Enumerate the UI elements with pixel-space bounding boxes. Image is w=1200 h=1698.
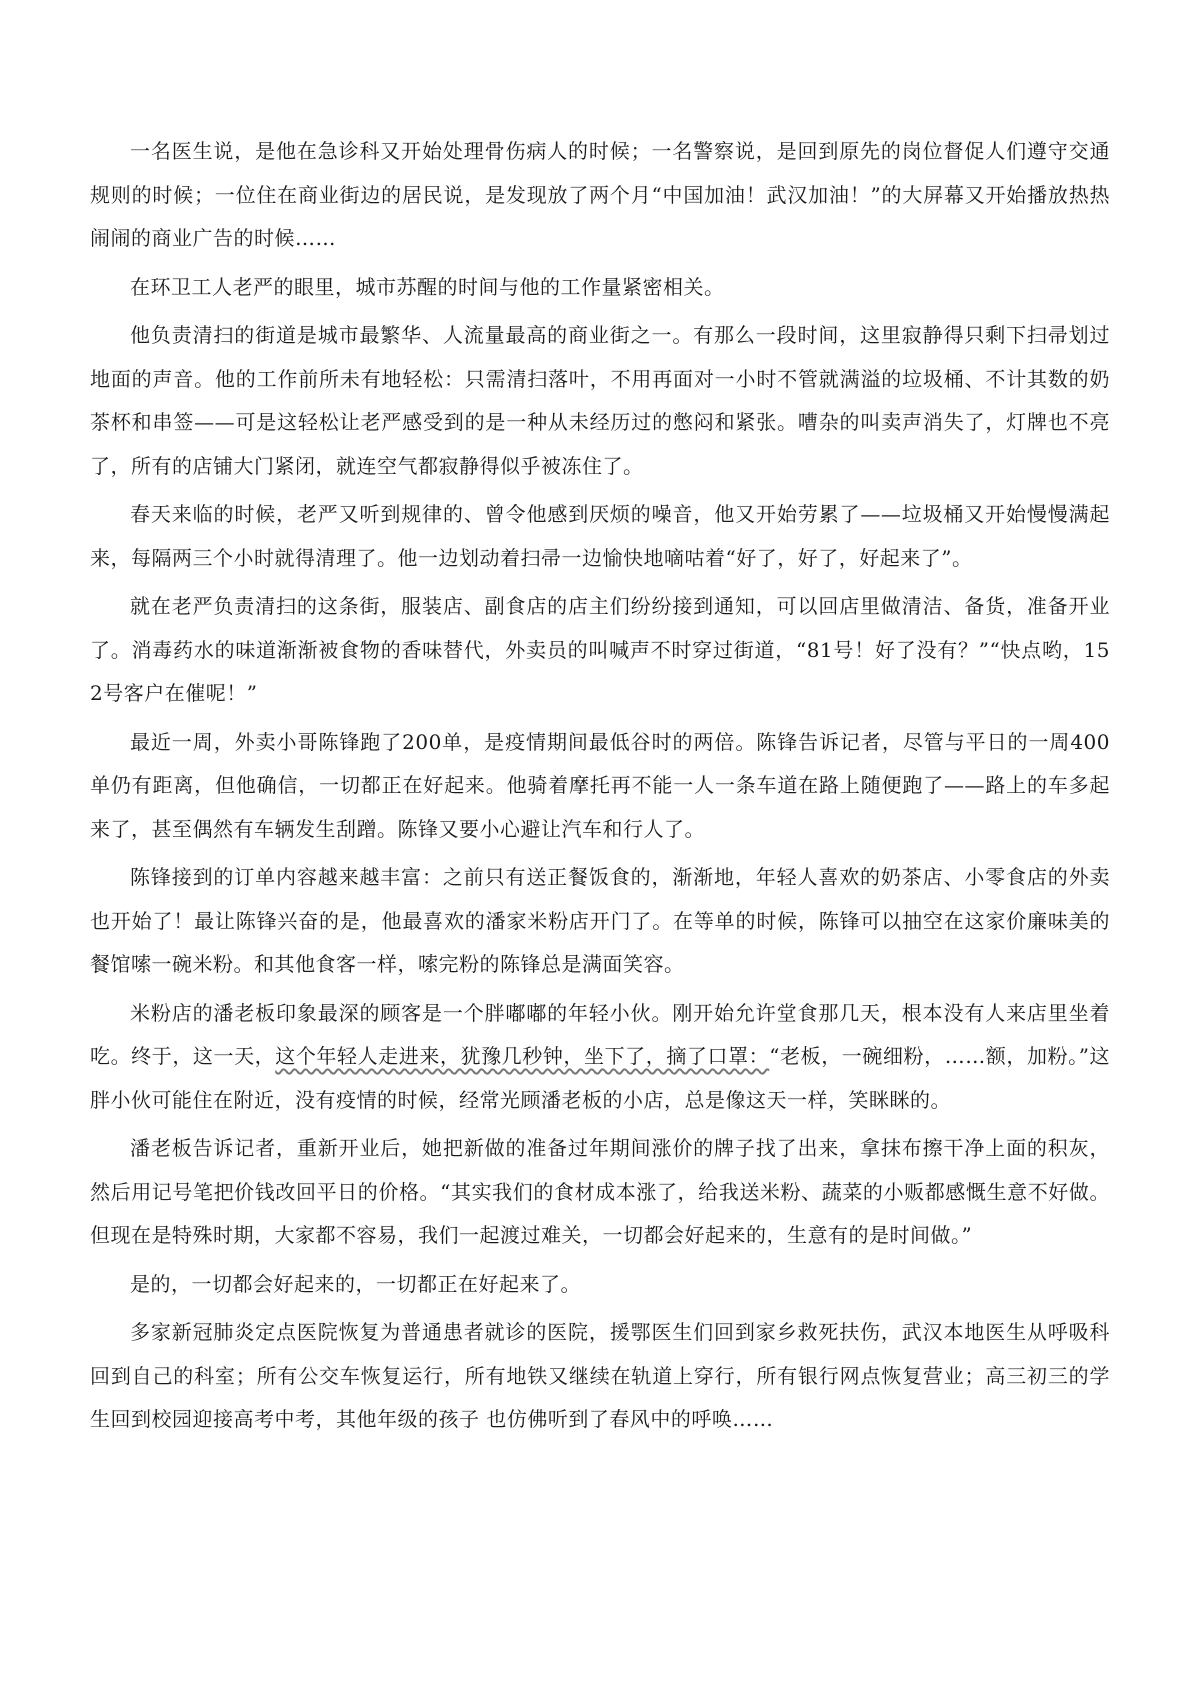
paragraph-everything-better: 是的，一切都会好起来的，一切都正在好起来了。 [130, 1271, 581, 1296]
wavy-underlined-phrase: 这个年轻人走进来，犹豫几秒钟，坐下了，摘了口罩： [275, 1044, 770, 1068]
mifen-text-after: “老板，一碗细粉，……额，加粉。”这胖小伙可能住在附近，没有疫情的时候，经常光顾潘老板的小店，总是像这天一样，笑眯眯的。 [90, 1044, 1111, 1112]
paragraph-city-recovery: 多家新冠肺炎定点医院恢复为普通患者就诊的医院，援鄂医生们回到家乡救死扶伤，武汉本地医生从呼吸科回到自己的科室；所有公交车恢复运行，所有地铁又继续在轨道上穿行，所有银行网点恢复营业；高三初三的学生回到校园迎接高考中考，其他年级的孩子 也仿佛听到了春风中的呼唤…… [90, 1320, 1110, 1431]
paragraph-orders-richer: 陈锋接到的订单内容越来越丰富：之前只有送正餐饭食的，渐渐地，年轻人喜欢的奶茶店、小零食店的外卖也开始了！最让陈锋兴奋的是，他最喜欢的潘家米粉店开门了。在等单的时候，陈锋可以抽空在这家价廉味美的餐馆嗦一碗米粉。和其他食客一样，嗦完粉的陈锋总是满面笑容。 [90, 865, 1110, 976]
paragraph-shops-reopen: 就在老严负责清扫的这条街，服装店、副食店的店主们纷纷接到通知，可以回店里做清洁、备货，准备开业了。消毒药水的味道渐渐被食物的香味替代，外卖员的叫喊声不时穿过街道，“81号！好了没有？”“快点哟，152号客户在催呢！” [90, 594, 1110, 705]
paragraph-quiet-street: 他负责清扫的街道是城市最繁华、人流量最高的商业街之一。有那么一段时间，这里寂静得只剩下扫帚划过地面的声音。他的工作前所未有地轻松：只需清扫落叶，不用再面对一小时不管就满溢的垃圾桶、不计其数的奶茶杯和串签——可是这轻松让老严感受到的是一种从未经历过的憋闷和紧张。嘈杂的叫卖声消失了，灯牌也不亮了，所有的店铺大门紧闭，就连空气都寂静得似乎被冻住了。 [90, 323, 1110, 478]
mifen-text-before: 米粉店的潘老板印象最深的顾客是一个胖嘟嘟的年轻小伙。刚开始允许堂食那几天，根本没有人来店里坐着吃。终于，这一天， [90, 1000, 1110, 1068]
paragraph-boss-pan: 潘老板告诉记者，重新开业后，她把新做的准备过年期间涨价的牌子找了出来，拿抹布擦干净上面的积灰，然后用记号笔把价钱改回平日的价格。“其实我们的食材成本涨了，给我送米粉、蔬菜的小贩都感慨生意不好做。但现在是特殊时期，大家都不容易，我们一起渡过难关，一切都会好起来的，生意有的是时间做。” [90, 1136, 1110, 1247]
paragraph-lao-yan-intro: 在环卫工人老严的眼里，城市苏醒的时间与他的工作量紧密相关。 [130, 274, 725, 299]
paragraph-mifen-customer [90, 992, 1110, 1123]
paragraph-doctor-police-resident: 一名医生说，是他在急诊科又开始处理骨伤病人的时候；一名警察说，是回到原先的岗位督促人们遵守交通规则的时候；一位住在商业街边的居民说，是发现放了两个月“中国加油！武汉加油！”的大屏幕又开始播放热热闹闹的商业广告的时候…… [90, 139, 1110, 250]
document-body [90, 130, 1110, 1447]
paragraph-courier-chen-feng: 最近一周，外卖小哥陈锋跑了200单，是疫情期间最低谷时的两倍。陈锋告诉记者，尽管与平日的一周400单仍有距离，但他确信，一切都正在好起来。他骑着摩托再不能一人一条车道在路上随便跑了——路上的车多起来了，甚至偶然有车辆发生刮蹭。陈锋又要小心避让汽车和行人了。 [90, 729, 1110, 841]
paragraph-spring-noise: 春天来临的时候，老严又听到规律的、曾令他感到厌烦的噪音，他又开始劳累了——垃圾桶又开始慢慢满起来，每隔两三个小时就得清理了。他一边划动着扫帚一边愉快地嘀咕着“好了，好了，好起来了”。 [90, 502, 1110, 570]
